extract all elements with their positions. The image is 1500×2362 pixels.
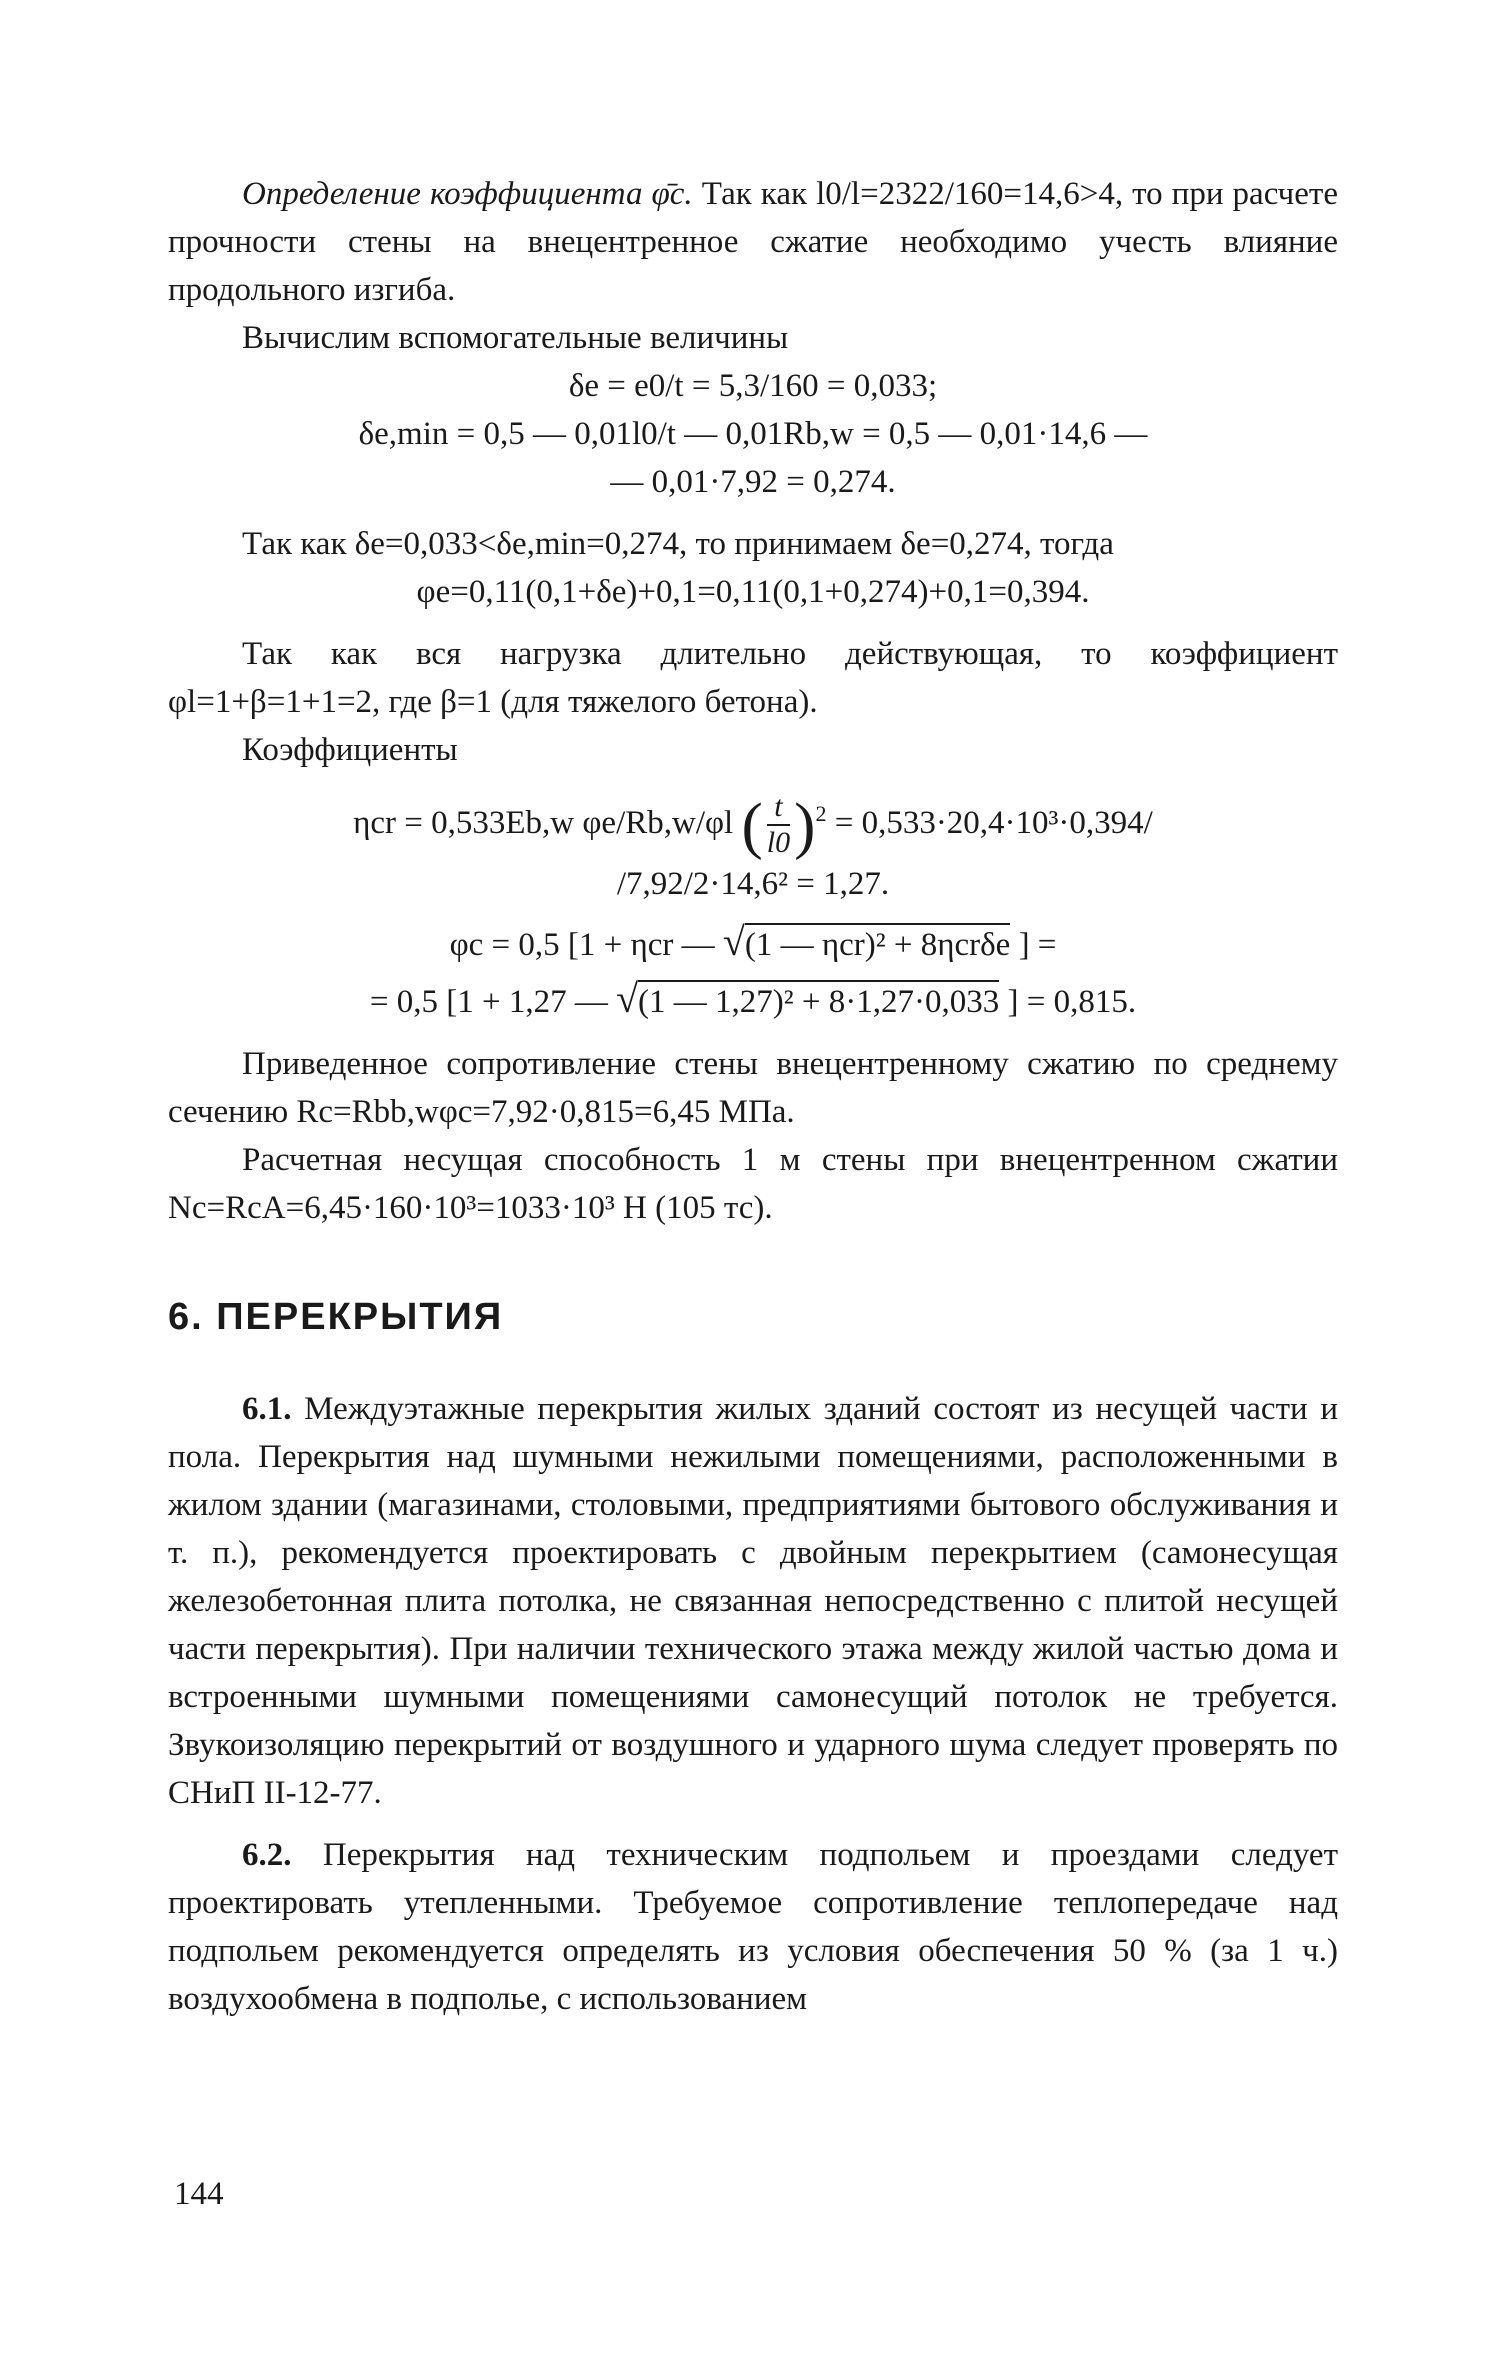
- phi-c-right: ] =: [1018, 927, 1057, 964]
- phi-c2-left: = 0,5 [1 + 1,27 —: [369, 984, 608, 1021]
- section-6-1-number: 6.1.: [242, 1391, 292, 1428]
- phi-c2-right: ] = 0,815.: [1007, 984, 1137, 1021]
- phi-c-left: φc = 0,5 [1 + ηcr —: [449, 927, 715, 964]
- formula-phi-e: φe=0,11(0,1+δe)+0,1=0,11(0,1+0,274)+0,1=0,394.: [416, 574, 1090, 610]
- accept-paragraph: Так как δe=0,033<δe,min=0,274, то принимаем δe=0,274, тогда: [242, 526, 1114, 562]
- section-6-2-number: 6.2.: [242, 1837, 292, 1874]
- eta-left: ηcr = 0,533Eb,w φe/Rb,w/φl: [353, 805, 734, 841]
- eta-fraction-denominator: l0: [766, 826, 791, 860]
- phi-c-root: (1 — ηcr)² + 8ηcrδe: [745, 923, 1010, 963]
- intro-text: Так как l0/l=2322/160=14,6>4, то при расчете прочности стены на внецентренное сжатие необходимо учесть влияние продольного изгиба.: [168, 176, 1338, 308]
- eta-right: = 0,533·20,4·10³·0,394/: [834, 805, 1153, 841]
- aux-intro: Вычислим вспомогательные величины: [242, 320, 789, 356]
- section-6-2-text: Перекрытия над техническим подпольем и проездами следует проектировать утепленными. Требуемое сопротивление теплопередаче над подпольем рекомендуется определять из условия обеспечения 50 % (за 1 ч.) воздухообмена в подполье, с использованием: [168, 1837, 1338, 2018]
- section-6-1-text: Междуэтажные перекрытия жилых зданий состоят из несущей части и пола. Перекрытия над шумными нежилыми помещениями, расположенными в жилом здании (магазинами, столовыми, предприятиями бытового обслуживания и т. п.), рекомендуется проектировать с двойным перекрытием (самонесущая железобетонная плита потолка, не связанная непосредственно с плитой несущей части перекрытия). При наличии технического этажа между жилой частью дома и встроенными шумными помещениями самонесущий потолок не требуется. Звукоизоляцию перекрытий от воздушного и ударного шума следует проверять по СНиП II-12-77.: [168, 1391, 1338, 1812]
- page-number: 144: [174, 2176, 224, 2212]
- section-6-1: [168, 1385, 1338, 1817]
- phi-c2-root: (1 — 1,27)² + 8·1,27·0,033: [638, 980, 999, 1020]
- formula-eta-line2: /7,92/2·14,6² = 1,27.: [616, 866, 890, 903]
- eta-fraction-numerator: t: [767, 790, 790, 826]
- formula-phi-c-line2: = 0,5 [1 + 1,27 — √(1 — 1,27)² + 8·1,27·0,033 ] = 0,815.: [369, 976, 1137, 1022]
- formula-delta-min-line2: — 0,01·7,92 = 0,274.: [610, 464, 896, 500]
- formula-phi-c-line1: φc = 0,5 [1 + ηcr — √(1 — ηcr)² + 8ηcrδe ] =: [449, 919, 1057, 965]
- section-title: 6. ПЕРЕКРЫТИЯ: [168, 1296, 504, 1339]
- capacity-paragraph: Расчетная несущая способность 1 м стены при внецентренном сжатии Nc=RcA=6,45·160·10³=1033·10³ Н (105 тс).: [168, 1142, 1338, 1227]
- resist-paragraph: Приведенное сопротивление стены внецентренному сжатию по среднему сечению Rc=Rbb,wφc=7,92·0,815=6,45 МПа.: [168, 1046, 1338, 1131]
- eta-fraction: [767, 790, 790, 860]
- coef-label: Коэффициенты: [242, 732, 458, 768]
- formula-eta-line1: ηcr = 0,533Eb,w φe/Rb,w/φl ( $\frac{t}{l0}$ )$^2$ = 0,533·20,4·10³·0,394/: [353, 789, 1153, 861]
- formula-delta-min-line1: δe,min = 0,5 — 0,01l0/t — 0,01Rb,w = 0,5 — 0,01·14,6 —: [358, 416, 1148, 452]
- section-6-2: [168, 1831, 1338, 2023]
- load-paragraph: Так как вся нагрузка длительно действующая, то коэффициент φl=1+β=1+1=2, где β=1 (для тяжелого бетона).: [168, 636, 1338, 720]
- formula-delta-e: δe = e0/t = 5,3/160 = 0,033;: [568, 368, 938, 404]
- intro-paragraph: [168, 170, 1338, 314]
- page-body: [168, 170, 1338, 2023]
- intro-title: Определение коэффициента φ̄c.: [242, 176, 693, 212]
